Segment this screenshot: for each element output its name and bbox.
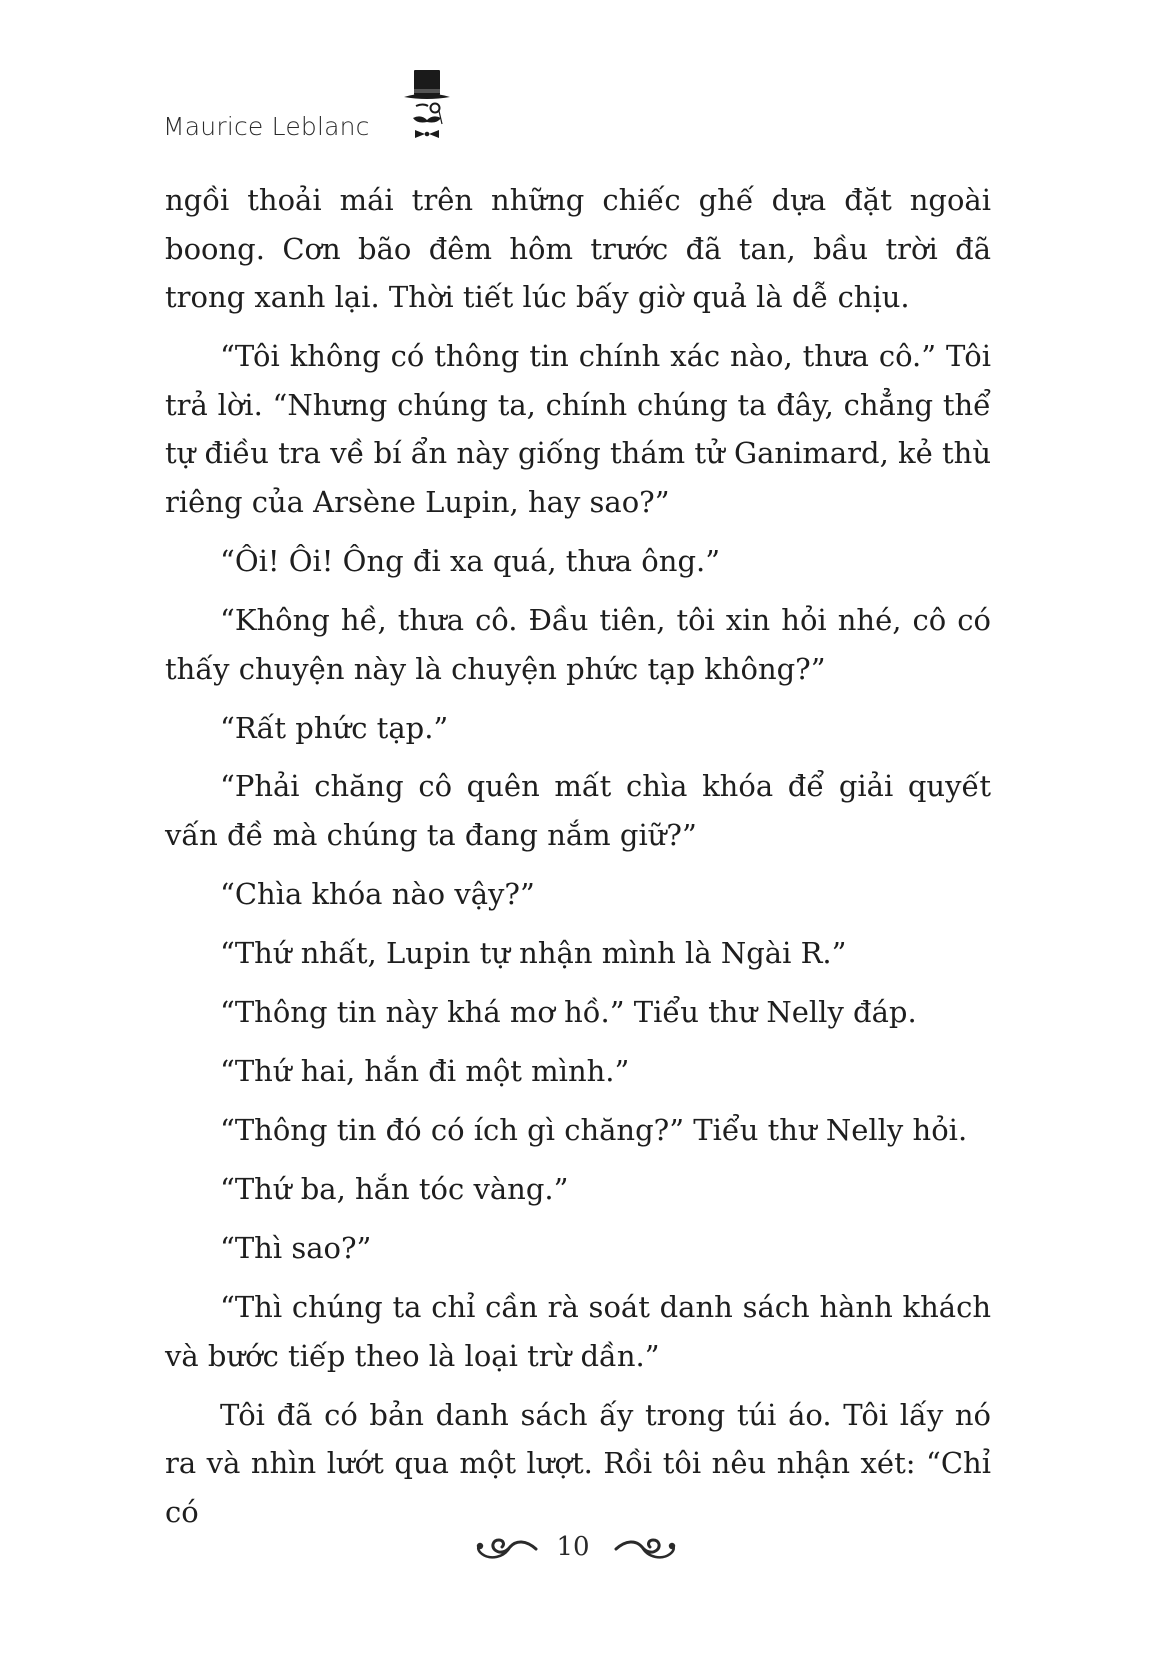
scroll-flourish-icon bbox=[614, 1534, 678, 1564]
paragraph: “Ôi! Ôi! Ông đi xa quá, thưa ông.” bbox=[220, 543, 721, 578]
paragraph: Tôi đã có bản danh sách ấy trong túi áo. Tôi lấy nó ra và nhìn lướt qua một lượt. Rồi tôi nêu nhận xét: “Chỉ có bbox=[165, 1397, 991, 1529]
author-name: Maurice Leblanc bbox=[163, 112, 370, 141]
paragraph: “Thì sao?” bbox=[220, 1230, 372, 1265]
paragraph: “Thứ hai, hắn đi một mình.” bbox=[220, 1054, 630, 1089]
scroll-flourish-icon bbox=[474, 1534, 538, 1564]
paragraph: “Thì chúng ta chỉ cần rà soát danh sách hành khách và bước tiếp theo là loại trừ dần.” bbox=[165, 1289, 991, 1373]
top-hat-monocle-mustache-icon bbox=[401, 68, 453, 140]
paragraph: “Tôi không có thông tin chính xác nào, thưa cô.” Tôi trả lời. “Nhưng chúng ta, chính chúng ta đây, chẳng thể tự điều tra về bí ẩn này giống thám tử Ganimard, kẻ thù riêng của Arsène Lupin, hay sao?” bbox=[165, 339, 991, 519]
paragraph: ngồi thoải mái trên những chiếc ghế dựa đặt ngoài boong. Cơn bão đêm hôm trước đã tan, bầu trời đã trong xanh lại. Thời tiết lúc bấy giờ quả là dễ chịu. bbox=[165, 183, 991, 315]
paragraph: “Phải chăng cô quên mất chìa khóa để giải quyết vấn đề mà chúng ta đang nắm giữ?” bbox=[165, 769, 991, 853]
paragraph: “Chìa khóa nào vậy?” bbox=[220, 877, 535, 912]
running-head bbox=[163, 64, 463, 144]
paragraph: “Thông tin này khá mơ hồ.” Tiểu thư Nelly đáp. bbox=[220, 995, 917, 1030]
page-footer bbox=[0, 1528, 1166, 1568]
paragraph: “Thông tin đó có ích gì chăng?” Tiểu thư Nelly hỏi. bbox=[220, 1113, 968, 1147]
paragraph: “Thứ nhất, Lupin tự nhận mình là Ngài R.” bbox=[220, 936, 847, 971]
page-number: 10 bbox=[556, 1532, 590, 1562]
paragraph: “Rất phức tạp.” bbox=[220, 710, 449, 745]
paragraph: “Không hề, thưa cô. Đầu tiên, tôi xin hỏi nhé, cô có thấy chuyện này là chuyện phức tạp không?” bbox=[165, 602, 991, 686]
paragraph: “Thứ ba, hắn tóc vàng.” bbox=[220, 1171, 569, 1206]
body-text bbox=[165, 176, 991, 1547]
